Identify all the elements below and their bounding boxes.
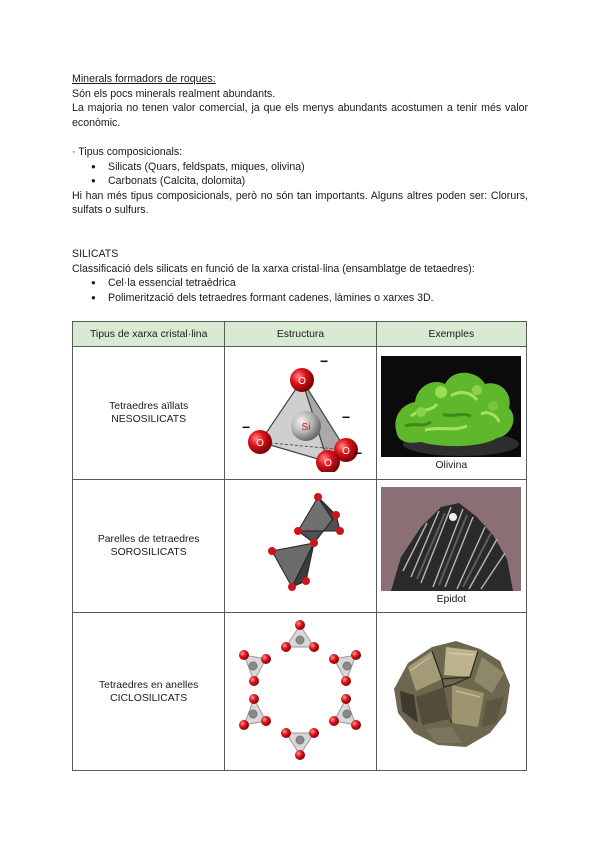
type-group: NESOSILICATS	[111, 414, 187, 425]
olivine-image	[381, 356, 521, 457]
table-cell-type	[73, 347, 225, 480]
silicon-label: Si	[302, 421, 311, 433]
oxygen-label: O	[324, 457, 333, 469]
silicats-heading: SILICATS	[72, 247, 119, 260]
intro-line-2: La majoria no tenen valor comercial, ja que els menys abundants acostumen a tenir més valor econòmic.	[72, 102, 528, 129]
type-name: Tetraedres en anelles	[98, 679, 199, 691]
silicats-list	[72, 276, 528, 305]
list-item: ● Carbonats (Calcita, dolomita)	[108, 174, 528, 189]
types-heading: · Tipus composicionals:	[72, 145, 183, 158]
epidote-image	[381, 487, 521, 591]
tetrahedron-ring-diagram	[230, 617, 370, 763]
table-cell-structure	[225, 347, 376, 480]
table-cell-structure	[225, 613, 376, 771]
charge-label: −	[242, 418, 251, 435]
oxygen-label: O	[298, 375, 307, 387]
document-page	[72, 72, 528, 305]
oxygen-atom	[268, 547, 276, 555]
table-row	[73, 347, 527, 480]
tetrahedron-diagram	[230, 352, 370, 472]
silicate-table	[72, 321, 527, 771]
oxygen-atom	[288, 583, 296, 591]
table-row	[73, 613, 527, 771]
header-structure: Estructura	[225, 322, 376, 347]
table-cell-example	[376, 613, 526, 771]
charge-label: −	[342, 408, 351, 425]
type-name: Parelles de tetraedres	[97, 534, 200, 545]
oxygen-atom	[294, 527, 302, 535]
header-network-type: Tipus de xarxa cristal·lina	[73, 322, 225, 347]
types-note: Hi han més tipus composicionals, però no són tan importants. Alguns altres poden ser: Clorurs, sulfats o sulfurs.	[72, 189, 528, 217]
charge-label: −	[320, 352, 329, 369]
table-cell-type	[73, 480, 225, 613]
types-list	[72, 160, 528, 189]
table-cell-type	[73, 613, 225, 771]
section-title-minerals: Minerals formadors de roques:	[72, 73, 216, 85]
tetrahedron-pair-diagram	[230, 485, 370, 605]
table-cell-structure	[225, 480, 376, 613]
type-name: Tetraedres aïllats	[109, 401, 189, 412]
list-item: ● Silicats (Quars, feldspats, miques, olivina)	[108, 160, 528, 175]
charge-label: −	[354, 444, 363, 461]
mineral-specimen-image	[386, 627, 516, 757]
oxygen-atom	[314, 493, 322, 501]
table-header-row	[73, 322, 527, 347]
example-label: Olivina	[435, 459, 468, 471]
header-examples: Exemples	[376, 322, 526, 347]
oxygen-atom	[332, 511, 340, 519]
type-group: SOROSILICATS	[110, 547, 187, 558]
oxygen-label: O	[342, 445, 351, 457]
oxygen-atom	[310, 539, 318, 547]
silicats-intro: Classificació dels silicats en funció de la xarxa cristal·lina (ensamblatge de tetaedres):	[72, 262, 475, 275]
table-cell-example	[376, 480, 526, 613]
oxygen-atom	[336, 527, 344, 535]
list-item: ● Polimerització dels tetraedres formant cadenes, làmines o xarxes 3D.	[108, 291, 528, 306]
list-item: ● Cel·la essencial tetraèdrica	[108, 276, 528, 291]
oxygen-atom	[302, 577, 310, 585]
table-row	[73, 480, 527, 613]
example-label: Epidot	[436, 594, 467, 605]
table-cell-example	[376, 347, 526, 480]
oxygen-label: O	[256, 437, 265, 449]
intro-line-1: Són els pocs minerals realment abundants.	[72, 87, 276, 100]
type-group: CICLOSILICATS	[110, 692, 188, 704]
